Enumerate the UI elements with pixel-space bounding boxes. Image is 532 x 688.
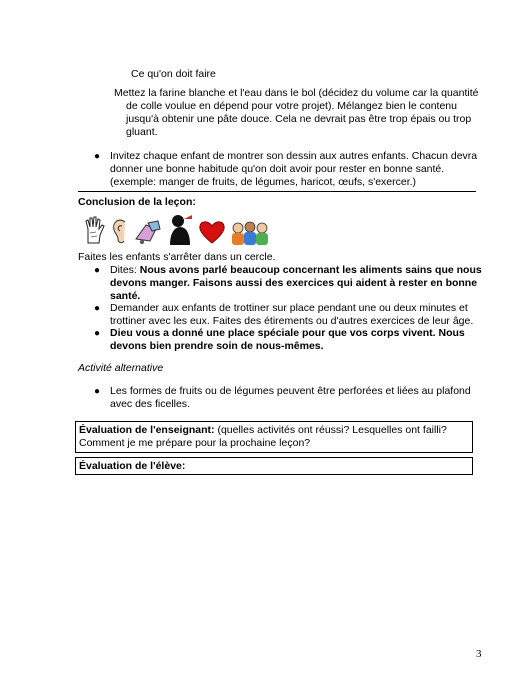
ear-icon bbox=[110, 217, 130, 249]
step-title: Ce qu'on doit faire bbox=[131, 68, 216, 80]
bullet-3-bold-text: Dieu vous a donné une place spéciale pour que vos corps vivent. Nous devons bien prendre soin de nous-mêmes. bbox=[110, 327, 465, 352]
senses-illustration bbox=[84, 215, 270, 249]
hand-icon bbox=[84, 215, 106, 249]
step-text: Mettez la farine blanche et l'eau dans le bol (décidez du volume car la quantité de colle voulue en dépend pour votre projet). Mélangez bien le contenu jusqu'à obtenir une pâte douce. Cela ne devrait pas être trop épais ou trop gluant. bbox=[114, 87, 479, 138]
children-group-icon bbox=[230, 221, 270, 249]
conclusion-bullet-1 bbox=[110, 264, 482, 303]
bullet-1-prefix: Dites: bbox=[110, 264, 140, 276]
bullet-icon: ● bbox=[94, 303, 101, 314]
circle-instruction: Faites les enfants s'arrêter dans un cercle. bbox=[78, 251, 276, 263]
conclusion-heading: Conclusion de la leçon: bbox=[78, 196, 196, 208]
alternative-bullet: Les formes de fruits ou de légumes peuvent être perforées et liées au plafond avec des ficelles. bbox=[110, 385, 471, 410]
teacher-evaluation-box bbox=[75, 421, 473, 453]
conclusion-bullet-2: Demander aux enfants de trottiner sur place pendant une ou deux minutes et trottiner avec les eux. Faites des étirements ou d'autres exercices de leur âge. bbox=[110, 302, 474, 327]
page-number: 3 bbox=[476, 648, 482, 660]
alternative-activity-heading bbox=[78, 362, 163, 375]
bullet-icon: ● bbox=[94, 328, 101, 339]
section-divider bbox=[78, 191, 476, 192]
student-evaluation-label: Évaluation de l'élève: bbox=[79, 460, 186, 472]
bullet-icon: ● bbox=[94, 265, 101, 276]
invite-bullet-text: Invitez chaque enfant de montrer son dessin aux autres enfants. Chacun devra donner une bonne habitude qu'on doit avoir pour rester en bonne santé. (exemple: manger de fruits, de légumes, haricot, œufs, s'exercer.) bbox=[110, 150, 478, 188]
bullet-icon: ● bbox=[94, 151, 101, 162]
silhouette-eating-icon bbox=[168, 213, 194, 249]
teacher-evaluation-text: (quelles activités ont réussi? Lesquelles ont failli? Comment je me prépare pour la prochaine leçon? bbox=[79, 424, 447, 449]
conclusion-bullet-3 bbox=[110, 327, 482, 353]
bullet-1-bold-text: Nous avons parlé beaucoup concernant les aliments sains que nous devons manger. Faisons aussi des exercices qui aident à rester en bonne santé. bbox=[110, 264, 482, 302]
student-evaluation-box bbox=[75, 457, 473, 475]
teacher-evaluation-label: Évaluation de l'enseignant: bbox=[79, 424, 215, 436]
heart-icon bbox=[198, 219, 226, 249]
alternative-activity-heading-text: Activité alternative bbox=[78, 362, 164, 374]
nose-icon bbox=[134, 219, 164, 249]
bullet-icon: ● bbox=[94, 386, 101, 397]
